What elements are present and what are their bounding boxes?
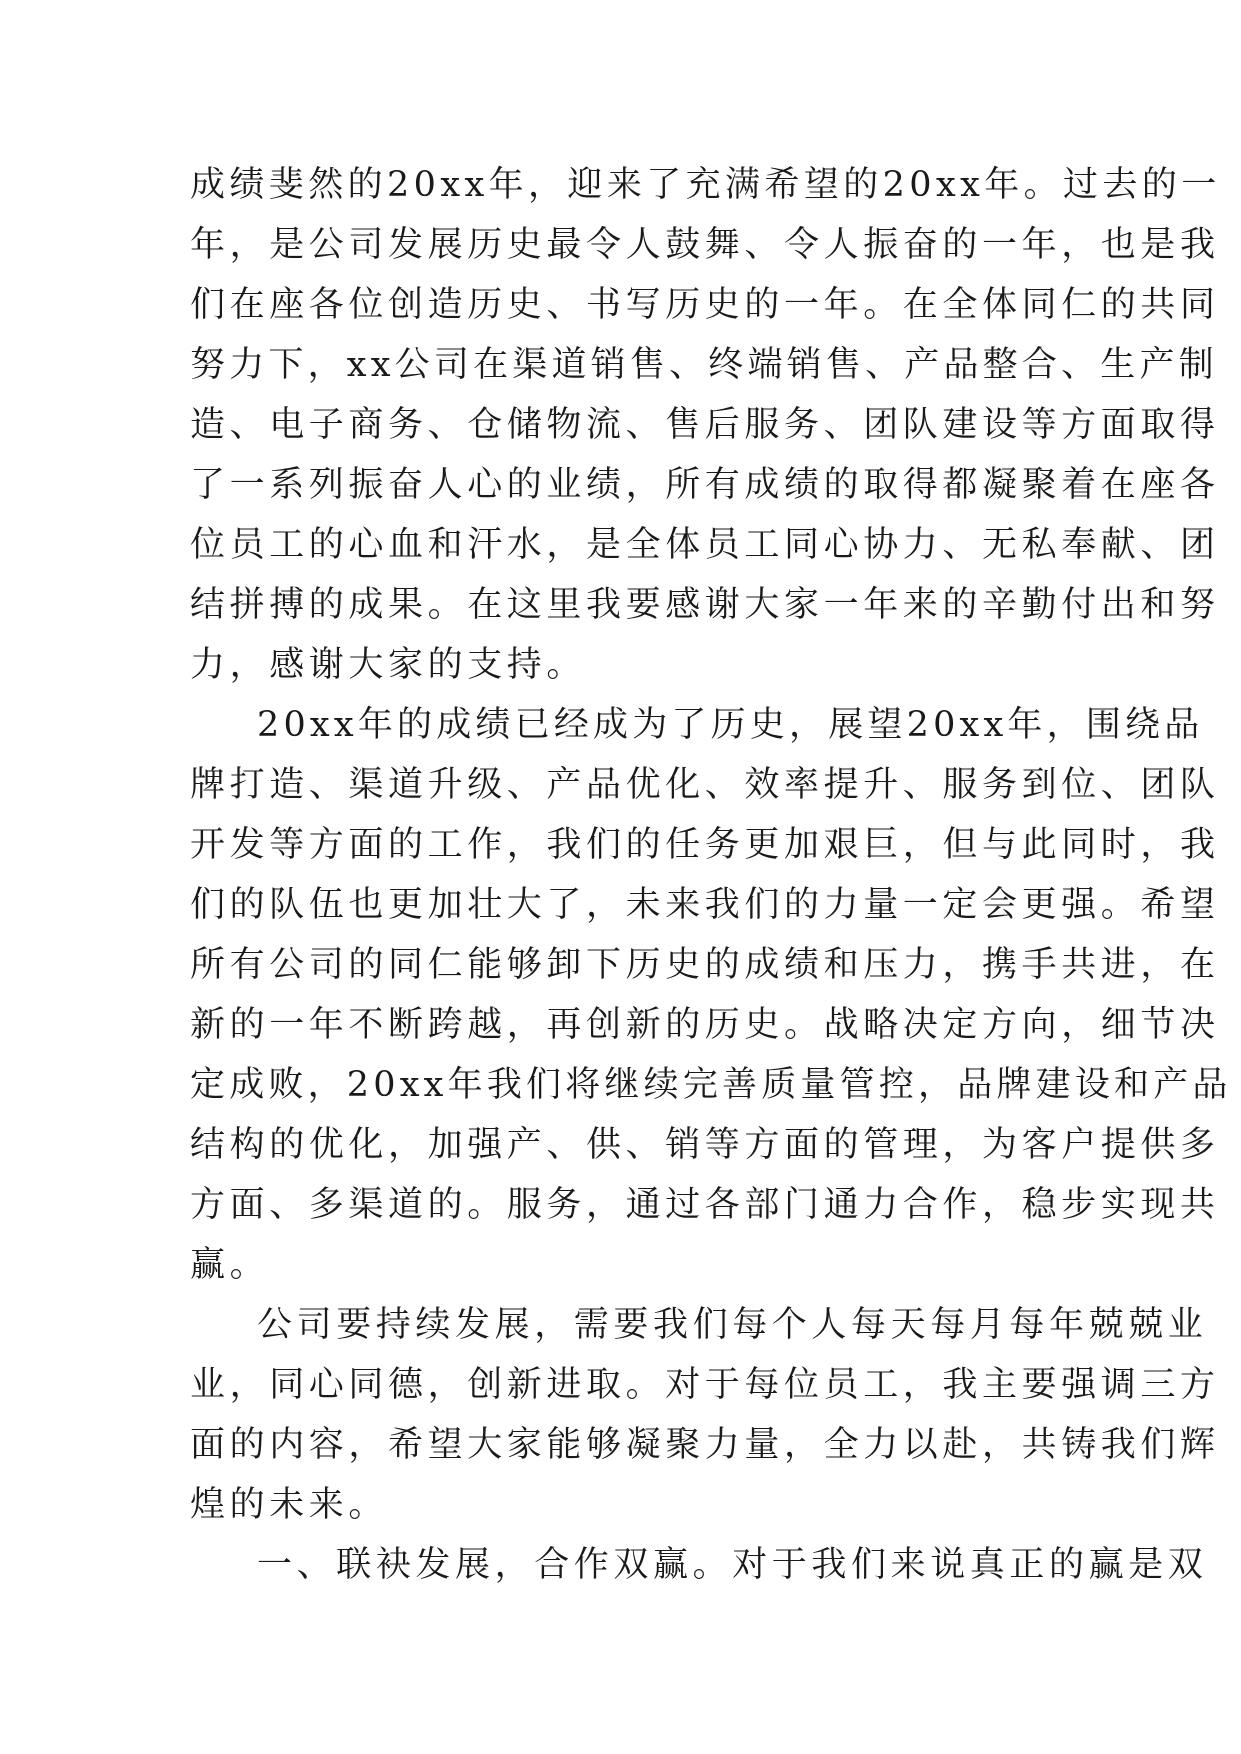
text-line: 新的一年不断跨越，再创新的历史。战略决定方向，细节决 xyxy=(190,1005,1220,1045)
text-line: 面的内容，希望大家能够凝聚力量，全力以赴，共铸我们辉 xyxy=(190,1425,1220,1465)
text-line: 定成败，20xx年我们将继续完善质量管控，品牌建设和产品 xyxy=(190,1065,1232,1105)
text-line: 力，感谢大家的支持。 xyxy=(190,645,587,685)
text-line: 赢。 xyxy=(190,1245,270,1285)
text-line: 开发等方面的工作，我们的任务更加艰巨，但与此同时，我 xyxy=(190,825,1220,865)
paragraph-start-line: 20xx年的成绩已经成为了历史，展望20xx年，围绕品 xyxy=(257,705,1204,745)
paragraph-start-line: 一、联袂发展，合作双赢。对于我们来说真正的赢是双 xyxy=(257,1545,1208,1585)
text-line: 努力下，xx公司在渠道销售、终端销售、产品整合、生产制 xyxy=(190,345,1218,385)
text-line: 所有公司的同仁能够卸下历史的成绩和压力，携手共进，在 xyxy=(190,945,1220,985)
text-line: 了一系列振奋人心的业绩，所有成绩的取得都凝聚着在座各 xyxy=(190,465,1220,505)
text-line: 结构的优化，加强产、供、销等方面的管理，为客户提供多 xyxy=(190,1125,1220,1165)
text-line: 们的队伍也更加壮大了，未来我们的力量一定会更强。希望 xyxy=(190,885,1220,925)
text-line: 年，是公司发展历史最令人鼓舞、令人振奋的一年，也是我 xyxy=(190,225,1220,265)
text-line: 们在座各位创造历史、书写历史的一年。在全体同仁的共同 xyxy=(190,285,1220,325)
text-line: 牌打造、渠道升级、产品优化、效率提升、服务到位、团队 xyxy=(190,765,1220,805)
text-line: 煌的未来。 xyxy=(190,1485,389,1525)
text-line: 成绩斐然的20xx年，迎来了充满希望的20xx年。过去的一 xyxy=(190,165,1221,205)
text-line: 位员工的心血和汗水，是全体员工同心协力、无私奉献、团 xyxy=(190,525,1220,565)
paragraph-start-line: 公司要持续发展，需要我们每个人每天每月每年兢兢业 xyxy=(257,1305,1208,1345)
text-line: 结拼搏的成果。在这里我要感谢大家一年来的辛勤付出和努 xyxy=(190,585,1220,625)
text-line: 方面、多渠道的。服务，通过各部门通力合作，稳步实现共 xyxy=(190,1185,1220,1225)
text-line: 业，同心同德，创新进取。对于每位员工，我主要强调三方 xyxy=(190,1365,1220,1405)
text-line: 造、电子商务、仓储物流、售后服务、团队建设等方面取得 xyxy=(190,405,1220,445)
